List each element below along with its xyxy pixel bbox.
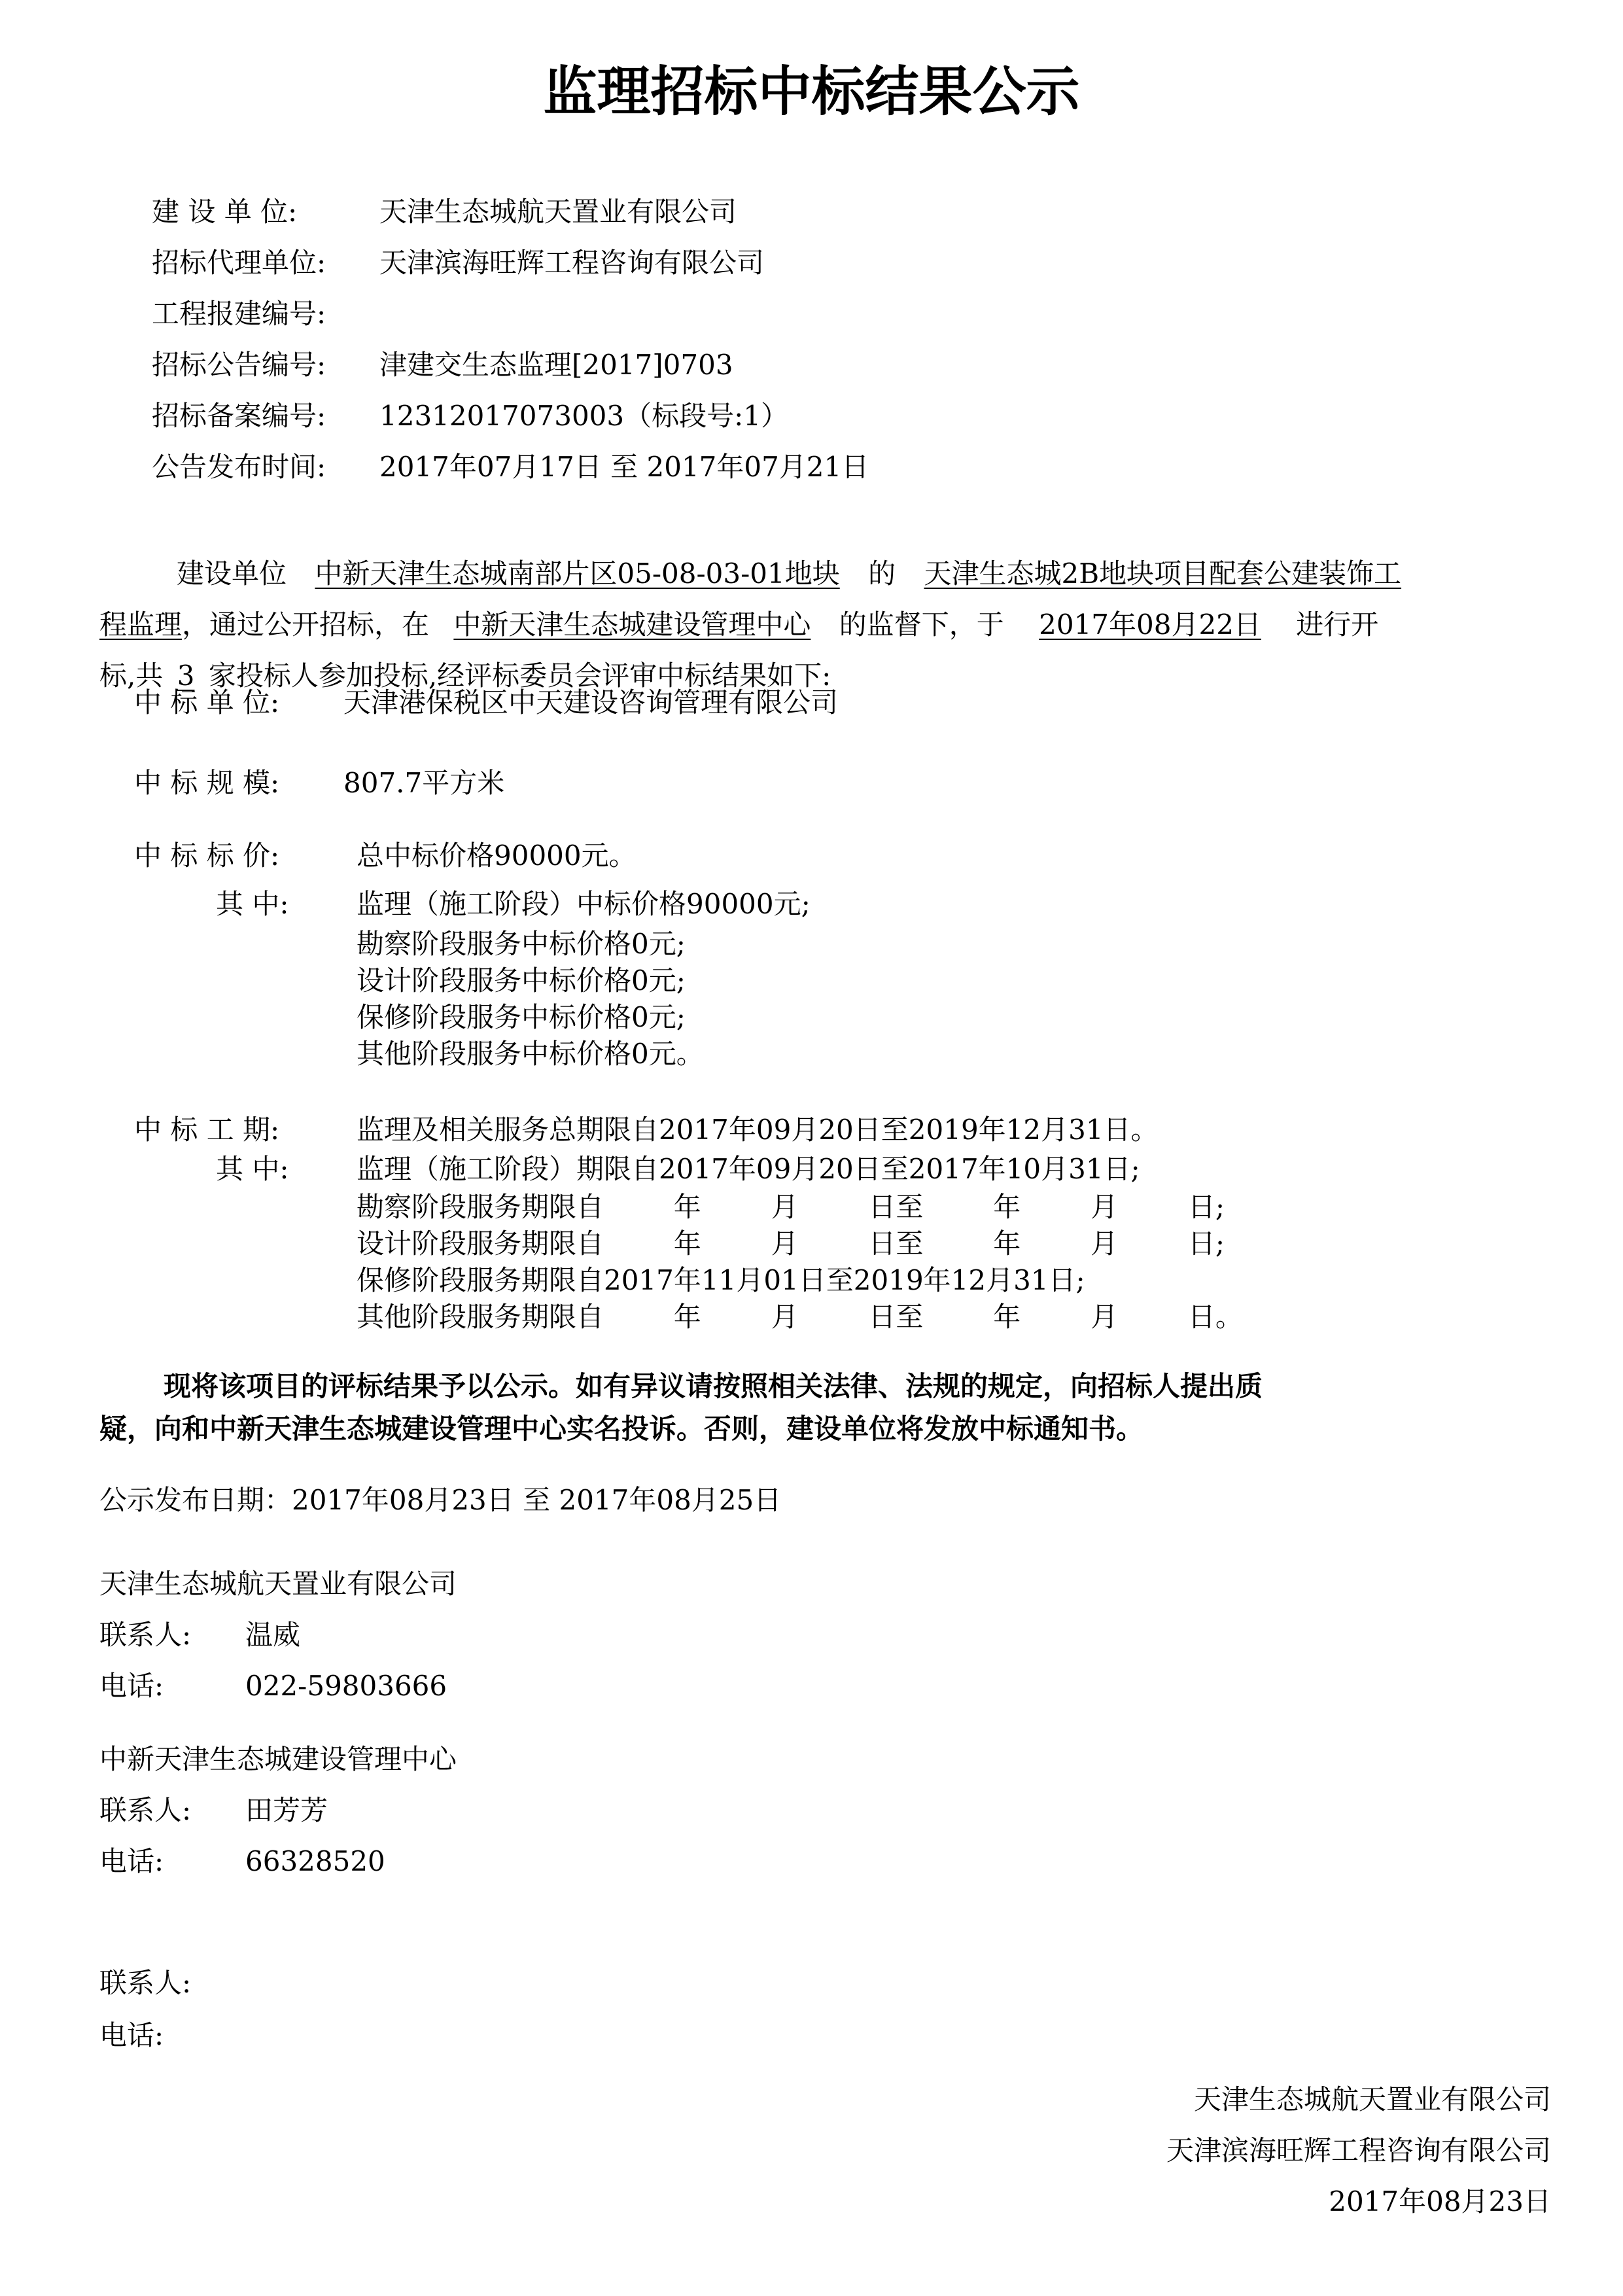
announcement-line: 现将该项目的评标结果予以公示。如有异议请按照相关法律、法规的规定，向招标人提出质 bbox=[164, 1370, 1263, 1402]
price-total: 总中标价格90000元。 bbox=[357, 839, 637, 872]
contact-phone: 022-59803666 bbox=[245, 1670, 447, 1702]
project-location: 中新天津生态城南部片区05-08-03-01地块 bbox=[315, 557, 840, 590]
construction-unit-label: 建 设 单 位: bbox=[152, 196, 298, 228]
agent-label: 招标代理单位: bbox=[152, 247, 326, 279]
intro-text: 的监督下，于 bbox=[839, 609, 1004, 641]
intro-text: 家投标人参加投标,经评标委员会评审中标结果如下: bbox=[208, 660, 831, 692]
page-title: 监理招标中标结果公示 bbox=[543, 61, 1080, 123]
contact-org: 中新天津生态城建设管理中心 bbox=[99, 1743, 457, 1775]
project-no-label: 工程报建编号: bbox=[152, 298, 326, 330]
announcement-line: 疑，向和中新天津生态城建设管理中心实名投诉。否则，建设单位将发放中标通知书。 bbox=[99, 1413, 1144, 1445]
signature-org: 天津滨海旺辉工程咨询有限公司 bbox=[1166, 2134, 1551, 2166]
period-item: 监理（施工阶段）期限自2017年09月20日至2017年10月31日; bbox=[357, 1153, 1140, 1185]
record-no-label: 招标备案编号: bbox=[152, 400, 326, 432]
publish-time-value: 2017年07月17日 至 2017年07月21日 bbox=[379, 451, 869, 483]
price-item: 保修阶段服务中标价格0元; bbox=[357, 1001, 686, 1033]
price-label: 中 标 标 价: bbox=[134, 839, 280, 872]
intro-text: 标,共 bbox=[99, 660, 164, 692]
intro-text: 的 bbox=[868, 557, 896, 590]
scale-label: 中 标 规 模: bbox=[134, 767, 280, 799]
price-item: 设计阶段服务中标价格0元; bbox=[357, 964, 686, 997]
contact-person: 温威 bbox=[245, 1619, 301, 1651]
construction-unit-value: 天津生态城航天置业有限公司 bbox=[379, 196, 737, 228]
contact-person-label: 联系人: bbox=[99, 1794, 192, 1826]
period-total: 监理及相关服务总期限自2017年09月20日至2019年12月31日。 bbox=[357, 1114, 1159, 1146]
project-name-cont: 程监理 bbox=[99, 609, 183, 641]
agent-value: 天津滨海旺辉工程咨询有限公司 bbox=[379, 247, 765, 279]
period-item: 设计阶段服务期限自 年 月 日至 年 月 日; bbox=[357, 1227, 1225, 1260]
contact-person-label: 联系人: bbox=[99, 1619, 192, 1651]
price-item: 监理（施工阶段）中标价格90000元; bbox=[357, 888, 811, 920]
period-item: 保修阶段服务期限自2017年11月01日至2019年12月31日; bbox=[357, 1264, 1085, 1296]
contact-org: 天津生态城航天置业有限公司 bbox=[99, 1568, 457, 1600]
blank-contact-phone-label: 电话: bbox=[99, 2019, 164, 2051]
contact-person: 田芳芳 bbox=[245, 1794, 328, 1826]
period-sub-label: 其 中: bbox=[216, 1153, 289, 1185]
signature-org: 天津生态城航天置业有限公司 bbox=[1193, 2083, 1551, 2115]
period-label: 中 标 工 期: bbox=[134, 1114, 280, 1146]
period-item: 其他阶段服务期限自 年 月 日至 年 月 日。 bbox=[357, 1301, 1243, 1333]
publish-time-label: 公告发布时间: bbox=[152, 451, 326, 483]
project-name: 天津生态城2B地块项目配套公建装饰工 bbox=[924, 557, 1402, 590]
scale-value: 807.7平方米 bbox=[343, 767, 505, 799]
supervisor-name: 中新天津生态城建设管理中心 bbox=[453, 609, 811, 641]
price-sub-label: 其 中: bbox=[216, 888, 289, 920]
intro-text: 进行开 bbox=[1296, 609, 1379, 641]
signature-date: 2017年08月23日 bbox=[1329, 2185, 1551, 2217]
price-item: 勘察阶段服务中标价格0元; bbox=[357, 928, 686, 960]
winner-label: 中 标 单 位: bbox=[134, 686, 280, 718]
notice-no-label: 招标公告编号: bbox=[152, 349, 326, 381]
notice-no-value: 津建交生态监理[2017]0703 bbox=[379, 349, 733, 381]
winner-value: 天津港保税区中天建设咨询管理有限公司 bbox=[343, 686, 839, 718]
open-date: 2017年08月22日 bbox=[1039, 609, 1261, 641]
period-item: 勘察阶段服务期限自 年 月 日至 年 月 日; bbox=[357, 1191, 1225, 1223]
intro-text: ，通过公开招标，在 bbox=[182, 609, 430, 641]
price-item: 其他阶段服务中标价格0元。 bbox=[357, 1038, 704, 1070]
announcement-date: 公示发布日期：2017年08月23日 至 2017年08月25日 bbox=[99, 1484, 782, 1516]
blank-contact-person-label: 联系人: bbox=[99, 1967, 192, 1999]
bidder-count: 3 bbox=[177, 660, 195, 692]
intro-text: 建设单位 bbox=[177, 557, 287, 590]
contact-phone: 66328520 bbox=[245, 1845, 385, 1877]
contact-phone-label: 电话: bbox=[99, 1670, 164, 1702]
record-no-value: 12312017073003（标段号:1） bbox=[379, 400, 788, 432]
contact-phone-label: 电话: bbox=[99, 1845, 164, 1877]
